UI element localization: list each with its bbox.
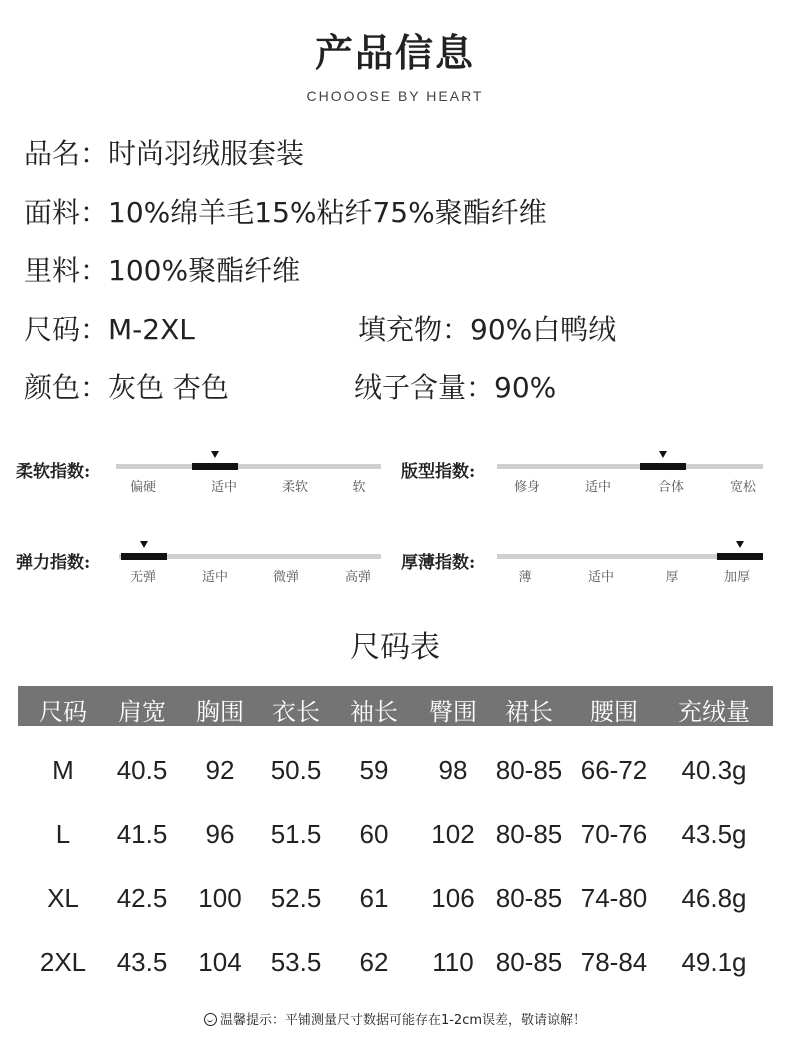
size-table-header-cell: 衣长	[272, 698, 320, 726]
table-cell: 40.3g	[681, 755, 747, 785]
info-filling-label: 填充物：	[358, 313, 471, 346]
size-table-header-cell: 肩宽	[118, 698, 166, 726]
softness-scale-marker	[211, 451, 219, 458]
table-cell: 98	[438, 755, 468, 785]
info-size-label: 尺码：	[24, 313, 109, 346]
thickness-scale-marker	[736, 541, 744, 548]
elasticity-scale-selected	[121, 553, 167, 560]
table-cell: 46.8g	[681, 883, 747, 913]
elasticity-scale-marker	[140, 541, 148, 548]
fit-option-3: 合体	[657, 480, 684, 495]
table-cell: 52.5	[270, 883, 322, 913]
info-filling-value: 90%白鸭绒	[470, 313, 617, 346]
info-fabric-label: 面料：	[24, 196, 109, 229]
table-cell: 104	[198, 947, 242, 977]
table-cell: 74-80	[580, 883, 648, 913]
info-name-value: 时尚羽绒服套装	[108, 137, 305, 170]
size-table-header-cell: 尺码	[39, 698, 87, 726]
info-name	[24, 132, 304, 172]
table-cell: 53.5	[270, 947, 322, 977]
table-cell: 80-85	[495, 947, 563, 977]
size-table-header-cell: 胸围	[196, 698, 244, 726]
table-cell: 42.5	[116, 883, 168, 913]
elasticity-option-2: 适中	[201, 570, 228, 585]
elasticity-option-4: 高弹	[344, 570, 371, 585]
info-size	[24, 308, 195, 348]
info-color-value: 灰色 杏色	[108, 371, 229, 404]
table-cell: 41.5	[116, 819, 168, 849]
table-cell: 66-72	[580, 755, 648, 785]
thickness-option-2: 适中	[587, 570, 614, 585]
table-cell: 80-85	[495, 819, 563, 849]
table-cell: 78-84	[580, 947, 648, 977]
table-cell: 110	[432, 947, 474, 977]
size-table-header-cell: 腰围	[590, 698, 638, 726]
thickness-scale-selected	[717, 553, 763, 560]
softness-option-3: 柔软	[281, 480, 308, 495]
table-cell-size: XL	[47, 883, 79, 913]
size-table-title: 尺码表	[350, 630, 440, 665]
info-name-label: 品名：	[24, 137, 109, 170]
thickness-option-1: 薄	[518, 570, 532, 585]
thickness-option-3: 厚	[665, 570, 679, 585]
page-subtitle: CHOOOSE BY HEART	[306, 88, 484, 104]
elasticity-scale-track	[119, 554, 381, 559]
thickness-scale-track	[497, 554, 763, 559]
softness-scale-selected	[192, 463, 238, 470]
table-cell: 70-76	[580, 819, 648, 849]
size-table-header-cell: 裙长	[505, 698, 553, 726]
info-lining-value: 100%聚酯纤维	[108, 254, 301, 287]
elasticity-scale-label: 弹力指数:	[16, 553, 91, 573]
table-cell: 96	[205, 819, 235, 849]
table-cell: 59	[359, 755, 389, 785]
table-cell: 50.5	[270, 755, 322, 785]
size-table-header-cell: 臀围	[429, 698, 477, 726]
table-cell-size: 2XL	[39, 947, 87, 977]
info-fabric	[24, 191, 547, 231]
elasticity-option-3: 微弹	[272, 570, 299, 585]
fit-option-1: 修身	[513, 480, 540, 495]
table-cell: 51.5	[270, 819, 322, 849]
table-cell: 43.5g	[681, 819, 747, 849]
info-color	[24, 366, 229, 406]
info-filling	[358, 308, 616, 348]
table-cell: 80-85	[495, 755, 563, 785]
info-down-content-value: 90%	[494, 371, 557, 404]
fit-scale-label: 版型指数:	[401, 462, 476, 482]
thickness-option-4: 加厚	[723, 570, 750, 585]
size-table-header-cell: 袖长	[350, 698, 398, 726]
size-table-header	[18, 686, 773, 726]
table-cell: 60	[359, 819, 389, 849]
info-fabric-value: 10%绵羊毛15%粘纤75%聚酯纤维	[108, 196, 547, 229]
table-cell: 92	[205, 755, 235, 785]
info-lining	[24, 249, 300, 289]
table-cell-size: L	[55, 819, 71, 849]
measurement-note	[0, 1009, 790, 1028]
table-cell: 62	[359, 947, 389, 977]
fit-scale-marker	[659, 451, 667, 458]
table-cell: 49.1g	[681, 947, 747, 977]
smile-icon	[204, 1013, 217, 1026]
softness-option-4: 软	[352, 480, 366, 495]
softness-option-2: 适中	[210, 480, 237, 495]
fit-option-2: 适中	[584, 480, 611, 495]
table-cell: 106	[431, 883, 475, 913]
softness-option-1: 偏硬	[129, 480, 156, 495]
table-cell: 100	[198, 883, 242, 913]
thickness-scale-label: 厚薄指数:	[401, 553, 476, 573]
table-cell: 80-85	[495, 883, 563, 913]
table-cell: 61	[359, 883, 389, 913]
softness-scale-label: 柔软指数:	[16, 462, 91, 482]
fit-scale-selected	[640, 463, 686, 470]
fit-scale-track	[497, 464, 763, 469]
info-down-content-label: 绒子含量：	[354, 371, 495, 404]
size-table-header-cell: 充绒量	[678, 698, 750, 726]
info-lining-label: 里料：	[24, 254, 109, 287]
fit-option-4: 宽松	[729, 480, 756, 495]
table-cell: 102	[431, 819, 475, 849]
info-down-content	[354, 366, 556, 406]
info-size-value: M-2XL	[108, 313, 195, 346]
softness-scale-track	[116, 464, 381, 469]
table-cell-size: M	[52, 755, 74, 785]
table-cell: 40.5	[116, 755, 168, 785]
info-color-label: 颜色：	[24, 371, 109, 404]
measurement-note-text: 温馨提示：平铺测量尺寸数据可能存在1-2cm误差，敬请谅解！	[219, 1013, 587, 1028]
table-cell: 43.5	[116, 947, 168, 977]
page-title: 产品信息	[314, 31, 475, 75]
elasticity-option-1: 无弹	[129, 570, 156, 585]
